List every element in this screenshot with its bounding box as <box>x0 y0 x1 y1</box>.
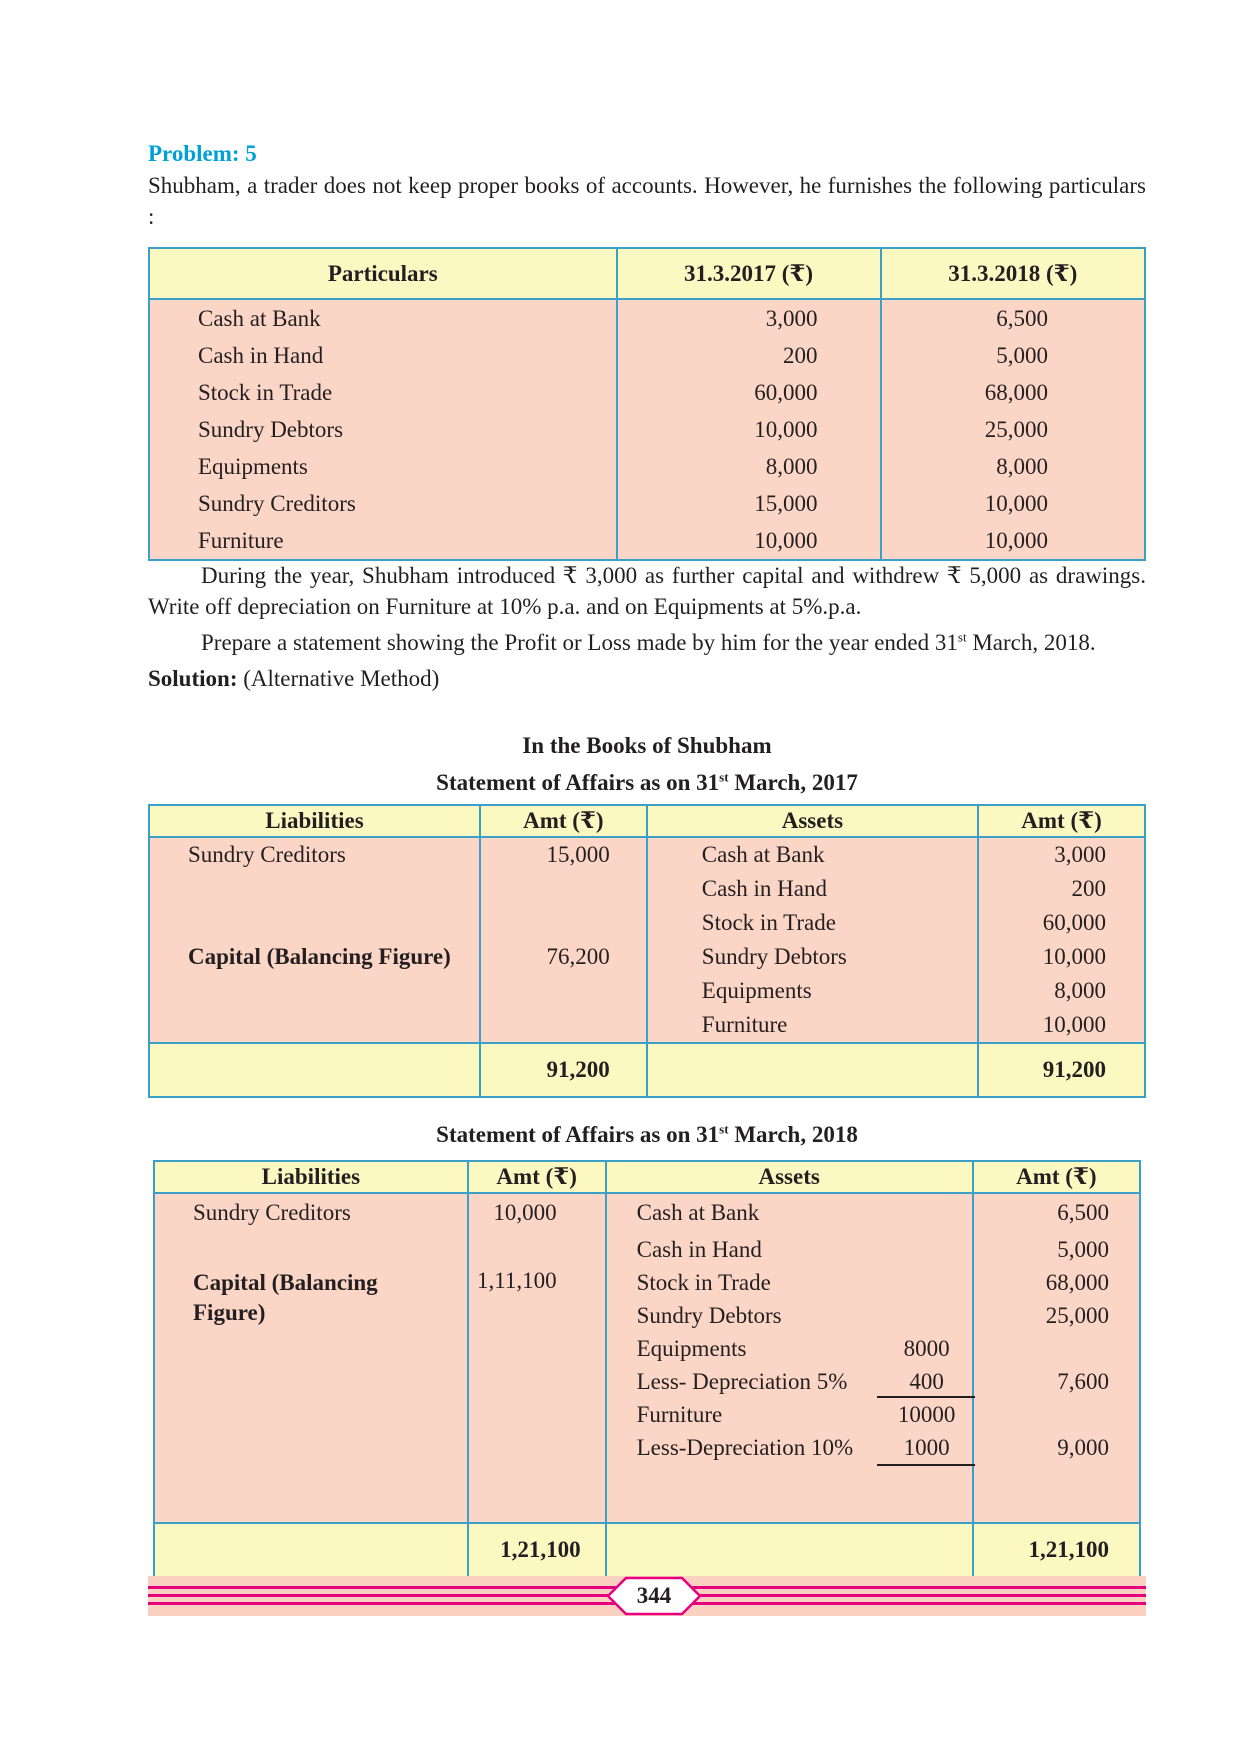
table-cell: 8,000 <box>996 454 1048 479</box>
list-item: Sundry Debtors <box>636 1303 782 1328</box>
list-item: 25,000 <box>1045 1303 1109 1328</box>
table-cell: 68,000 <box>984 380 1048 405</box>
list-item <box>974 1332 1139 1365</box>
solution-method: (Alternative Method) <box>237 666 440 691</box>
list-item: Capital (Balancing <box>193 1270 378 1295</box>
list-item: 6,500 <box>1057 1200 1109 1225</box>
header-assets: Assets <box>647 805 978 837</box>
table-cell: 5,000 <box>996 343 1048 368</box>
values-2018 <box>882 300 1145 559</box>
assets-list <box>648 838 977 1042</box>
problem-title: Problem: 5 <box>148 141 257 166</box>
table-cell: 200 <box>783 343 818 368</box>
list-item: Less- Depreciation 5% 400 <box>637 1365 972 1398</box>
table-cell: 6,500 <box>996 306 1048 331</box>
list-item: Furniture <box>701 1012 788 1037</box>
list-item: Stock in Trade <box>636 1270 771 1295</box>
list-item: 9,000 <box>1057 1435 1109 1460</box>
problem-section <box>148 138 1146 232</box>
list-item: Capital (Balancing Figure) <box>188 944 451 969</box>
list-item: Figure) <box>193 1300 266 1325</box>
soa-2017-table <box>148 804 1146 1098</box>
header-amount: Amt (₹) <box>468 1161 606 1193</box>
paragraph-prepare: Prepare a statement showing the Profit or Loss made by him for the year ended 31st March, 2018. <box>201 629 1096 655</box>
table-cell: Stock in Trade <box>198 380 333 405</box>
list-item: 8,000 <box>1054 978 1106 1003</box>
list-item: Stock in Trade <box>701 910 836 935</box>
header-2018: 31.3.2018 (₹) <box>881 248 1146 299</box>
particulars-labels <box>150 300 616 559</box>
list-item: 60,000 <box>1042 910 1106 935</box>
problem-intro: Shubham, a trader does not keep proper books of accounts. However, he furnishes the following particulars : <box>148 173 1146 229</box>
table-cell: Sundry Debtors <box>198 417 344 442</box>
list-item: 68,000 <box>1045 1270 1109 1295</box>
table-cell: Furniture <box>198 528 284 553</box>
liabilities-amounts <box>481 838 646 1042</box>
list-item: 15,000 <box>546 842 610 867</box>
table-cell: 60,000 <box>754 380 818 405</box>
solution-label: Solution: <box>148 666 238 691</box>
sub-amount: 1000 <box>903 1435 950 1460</box>
list-item: 1,11,100 <box>476 1268 557 1293</box>
assets-list <box>607 1194 972 1464</box>
paragraph-capital: During the year, Shubham introduced ₹ 3,000 as further capital and withdrew ₹ 5,000 as drawings. Write off depreciation on Furniture at 10% p.a. and on Equipments at 5%.p.a. <box>148 563 1146 619</box>
values-2017 <box>618 300 880 559</box>
table-cell: 25,000 <box>984 417 1048 442</box>
list-item: 10,000 <box>493 1200 557 1225</box>
header-amount: Amt (₹) <box>480 805 647 837</box>
header-liabilities: Liabilities <box>149 805 480 837</box>
table-cell: Equipments <box>198 454 308 479</box>
sub-amount: 8000 <box>903 1336 950 1361</box>
table-cell: 10,000 <box>754 417 818 442</box>
list-item: 10,000 <box>1042 1012 1106 1037</box>
header-liabilities: Liabilities <box>154 1161 468 1193</box>
table-cell: 10,000 <box>984 491 1048 516</box>
header-assets: Assets <box>606 1161 973 1193</box>
underline <box>877 1464 975 1466</box>
page-number: 344 <box>636 1583 672 1608</box>
total-liabilities: 1,21,100 <box>468 1523 606 1577</box>
list-item: 3,000 <box>1054 842 1106 867</box>
list-item: 10,000 <box>1042 944 1106 969</box>
list-item: Cash at Bank <box>636 1200 760 1225</box>
table-cell: Sundry Creditors <box>198 491 356 516</box>
header-2017: 31.3.2017 (₹) <box>617 248 881 299</box>
list-item: Cash in Hand <box>636 1237 762 1262</box>
books-title: In the Books of Shubham <box>522 733 772 758</box>
liabilities-list <box>150 838 479 1042</box>
liabilities-list <box>155 1194 467 1328</box>
table-cell: 3,000 <box>765 306 818 331</box>
list-item: Sundry Creditors <box>193 1200 351 1225</box>
soa-2017-title: Statement of Affairs as on 31st March, 2017 <box>436 769 858 795</box>
list-item <box>974 1398 1139 1431</box>
table-cell: Cash at Bank <box>198 306 321 331</box>
instructions <box>148 560 1146 694</box>
solution-line <box>148 663 1146 694</box>
list-item: 7,600 <box>1057 1369 1109 1394</box>
table-cell: 15,000 <box>754 491 818 516</box>
soa-2018-table <box>153 1160 1141 1578</box>
list-item: 76,200 <box>546 944 610 969</box>
header-particulars: Particulars <box>149 248 617 299</box>
table-cell: 10,000 <box>754 528 818 553</box>
sub-amount: 400 <box>909 1369 944 1394</box>
table-cell: Cash in Hand <box>198 343 324 368</box>
liabilities-amounts <box>469 1194 605 1298</box>
list-item: Sundry Creditors <box>188 842 346 867</box>
list-item: Equipments <box>701 978 812 1003</box>
list-item: 200 <box>1071 876 1106 901</box>
header-amount: Amt (₹) <box>978 805 1145 837</box>
list-item: Cash at Bank <box>701 842 825 867</box>
list-item: Sundry Debtors <box>701 944 847 969</box>
total-liabilities: 91,200 <box>480 1043 647 1097</box>
sub-amount: 10000 <box>897 1402 956 1427</box>
table-cell: 10,000 <box>984 528 1048 553</box>
header-amount: Amt (₹) <box>973 1161 1140 1193</box>
total-assets: 1,21,100 <box>973 1523 1140 1577</box>
list-item: 5,000 <box>1057 1237 1109 1262</box>
total-assets: 91,200 <box>978 1043 1145 1097</box>
list-item: Cash in Hand <box>701 876 828 901</box>
soa-2018-title: Statement of Affairs as on 31st March, 2018 <box>436 1121 858 1147</box>
list-item: Furniture 10000 <box>637 1398 972 1431</box>
list-item: Less-Depreciation 10% 1000 <box>637 1431 972 1464</box>
assets-amounts <box>979 838 1144 1042</box>
list-item: Equipments 8000 <box>637 1332 972 1365</box>
particulars-table <box>148 247 1146 561</box>
assets-amounts <box>974 1194 1139 1464</box>
table-cell: 8,000 <box>765 454 818 479</box>
